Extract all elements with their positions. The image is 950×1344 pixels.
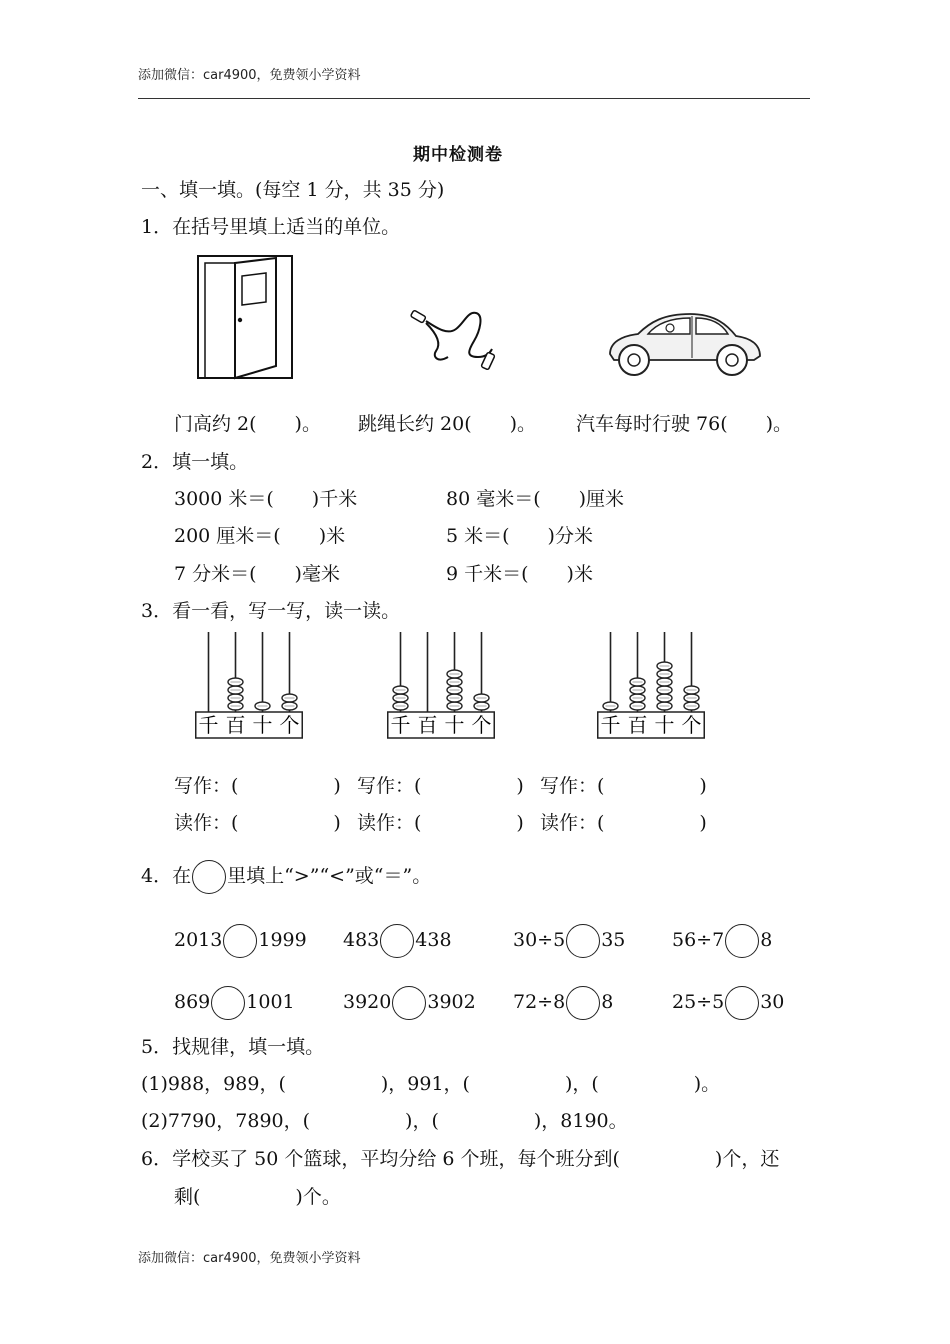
- abacus-3: [597, 632, 705, 740]
- car-picture: [604, 304, 764, 380]
- comparison-item: 72÷8 8: [513, 986, 613, 1020]
- jump-rope-picture: [408, 307, 508, 375]
- header-divider: [138, 98, 810, 99]
- q2-item: 200 厘米＝( )米: [174, 525, 346, 547]
- q6-line-1: 6．学校买了 50 个篮球，平均分给 6 个班，每个班分到( )个，还: [141, 1148, 780, 1170]
- compare-circle-icon: [192, 860, 226, 894]
- abacus-place-label: 百: [417, 713, 438, 737]
- compare-circle-icon[interactable]: [725, 986, 759, 1020]
- q1-item-rope: 跳绳长约 20( )。: [358, 413, 537, 435]
- compare-circle-icon[interactable]: [566, 924, 600, 958]
- q1-item-door: 门高约 2( )。: [174, 413, 321, 435]
- compare-circle-icon[interactable]: [211, 986, 245, 1020]
- abacus-place-label: 千: [600, 713, 621, 737]
- q4-prompt-pre: 4．在: [141, 865, 192, 887]
- write-blank-2: 写作：( ): [357, 775, 524, 797]
- q5-line-2: (2)7790，7890，( )，( )，8190。: [141, 1110, 628, 1132]
- q2-item: 3000 米＝( )千米: [174, 488, 358, 510]
- comparison-item: 483 438: [343, 924, 452, 958]
- q1-item-car: 汽车每时行驶 76( )。: [576, 413, 793, 435]
- abacus-place-label: 个: [681, 713, 702, 737]
- compare-circle-icon[interactable]: [566, 986, 600, 1020]
- q4-prompt: [141, 860, 431, 894]
- abacus-place-label: 千: [390, 713, 411, 737]
- abacus-place-label: 个: [279, 713, 300, 737]
- comparison-item: 2013 1999: [174, 924, 307, 958]
- read-blank-2: 读作：( ): [357, 812, 524, 834]
- comparison-item: 3920 3902: [343, 986, 476, 1020]
- q6-line-2: 剩( )个。: [174, 1186, 341, 1208]
- page-title: 期中检测卷: [413, 145, 503, 165]
- header-watermark: 添加微信：car4900，免费领小学资料: [138, 68, 361, 83]
- comparison-item: 30÷5 35: [513, 924, 625, 958]
- abacus-place-label: 十: [654, 713, 675, 737]
- q3-prompt: 3．看一看，写一写，读一读。: [141, 600, 401, 622]
- compare-circle-icon[interactable]: [380, 924, 414, 958]
- q1-prompt: 1．在括号里填上适当的单位。: [141, 216, 401, 238]
- compare-circle-icon[interactable]: [392, 986, 426, 1020]
- comparison-item: 25÷5 30: [672, 986, 784, 1020]
- read-blank-1: 读作：( ): [174, 812, 341, 834]
- abacus-place-label: 个: [471, 713, 492, 737]
- door-picture: [196, 254, 296, 380]
- abacus-place-label: 十: [444, 713, 465, 737]
- q4-prompt-post: 里填上“>”“<”或“＝”。: [227, 865, 432, 887]
- section-heading: 一、填一填。(每空 1 分，共 35 分): [141, 179, 445, 201]
- q2-prompt: 2．填一填。: [141, 451, 249, 473]
- q5-line-1: (1)988，989，( )，991，( )，( )。: [141, 1073, 721, 1095]
- footer-watermark: 添加微信：car4900，免费领小学资料: [138, 1251, 361, 1266]
- abacus-place-label: 千: [198, 713, 219, 737]
- compare-circle-icon[interactable]: [725, 924, 759, 958]
- abacus-2: [387, 632, 495, 740]
- abacus-place-label: 百: [627, 713, 648, 737]
- abacus-place-label: 十: [252, 713, 273, 737]
- q5-prompt: 5．找规律，填一填。: [141, 1036, 325, 1058]
- abacus-1: [195, 632, 303, 740]
- read-blank-3: 读作：( ): [540, 812, 707, 834]
- abacus-place-label: 百: [225, 713, 246, 737]
- q2-item: 7 分米＝( )毫米: [174, 563, 340, 585]
- q2-item: 9 千米＝( )米: [446, 563, 593, 585]
- q2-item: 80 毫米＝( )厘米: [446, 488, 625, 510]
- write-blank-1: 写作：( ): [174, 775, 341, 797]
- comparison-item: 869 1001: [174, 986, 295, 1020]
- compare-circle-icon[interactable]: [223, 924, 257, 958]
- q2-item: 5 米＝( )分米: [446, 525, 593, 547]
- comparison-item: 56÷7 8: [672, 924, 772, 958]
- write-blank-3: 写作：( ): [540, 775, 707, 797]
